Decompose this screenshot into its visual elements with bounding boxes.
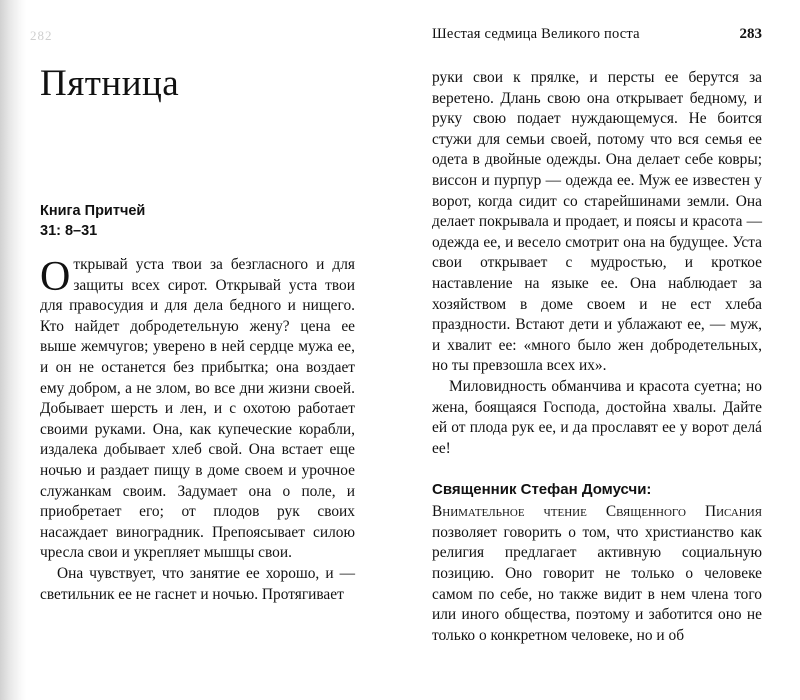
commentary-paragraph [432, 502, 762, 646]
paragraph-text: Она чувствует, что занятие ее хорошо, и — светильник ее не гаснет и ночью. Протягивает [40, 564, 355, 603]
paragraph-text: руки свои к прялке, и персты ее берутся за веретено. Длань свою она открывает бедному, и руку свою подает нуждающемуся. Не боится стужи для семьи своей, потому что вся семья ее одета в двойные одежды. Она делает себе ковры; виссон и пурпур — одежда ее. Муж ее известен у ворот, когда сидит со старейшинами земли. Она делает покрывала и продает, и поясы и красота — одежда ее, и весело смотрит она на будущее. Уста свои открывает с мудростью, и кроткое наставление на языке ее. Она наблюдает за хозяйством в доме своем и не ест хлеба праздности. Встают дети и ублажают ее, — муж, и хвалит ее: «много было жен добродетельных, но ты превзошла всех их». [432, 69, 762, 375]
left-page-number-ghost: 282 [30, 28, 53, 43]
scripture-verses: 31: 8–31 [40, 223, 98, 239]
commentary-lead-phrase: Внимательное чтение Священного Писания [432, 503, 762, 521]
left-column [40, 26, 355, 666]
paragraph-text: ткрывай уста твои за безгласного и для защиты всех сирот. Открывай уста твои для правосудия и для дела бедного и нищего. Кто найдет добродетельную жену? цена ее выше жемчугов; уверено в ней сердце мужа ее, и он не останется без прибытка; она воздает ему добром, а не злом, во все дни жизни своей. Добывает шерсть и лен, и с охотою работает своими руками. Она, как купеческие корабли, издалека добывает хлеб свой. Она встает еще ночью и раздает пищу в доме своем и урочное служанкам своим. Задумает она о поле, и приобретает его; от плодов рук своих насаждает виноградник. Препоясывает силою чресла свои и укрепляет мышцы свои. [40, 256, 355, 562]
scripture-reference [40, 201, 355, 241]
paragraph-text: Миловидность обманчива и красота суетна; но жена, боящаяся Господа, достойна хвалы. Дайте ей от плода рук ее, и да прославят ее у ворот делá ее! [432, 377, 762, 457]
left-body-text [40, 255, 355, 605]
paragraph-with-dropcap [40, 255, 355, 564]
commentary-body: позволяет говорить о том, что христианство как религия предлагает активную социальную позицию. Оно говорит не только о человеке самом по себе, но также видит в нем члена того или иного общества, поэтому и заботится оно не только о конкретном человеке, но и об [432, 523, 762, 644]
right-body-text [432, 68, 762, 459]
running-head [432, 26, 762, 46]
page-number: 283 [739, 26, 762, 42]
commentary-author-heading: Священник Стефан Домусчи: [432, 481, 652, 499]
scripture-book: Книга Притчей [40, 203, 146, 219]
chapter-title: Пятница [40, 63, 180, 104]
drop-cap-letter: О [40, 254, 71, 300]
commentary-text [432, 502, 762, 646]
running-head-title: Шестая седмица Великого поста [432, 26, 640, 42]
right-column [432, 26, 762, 666]
